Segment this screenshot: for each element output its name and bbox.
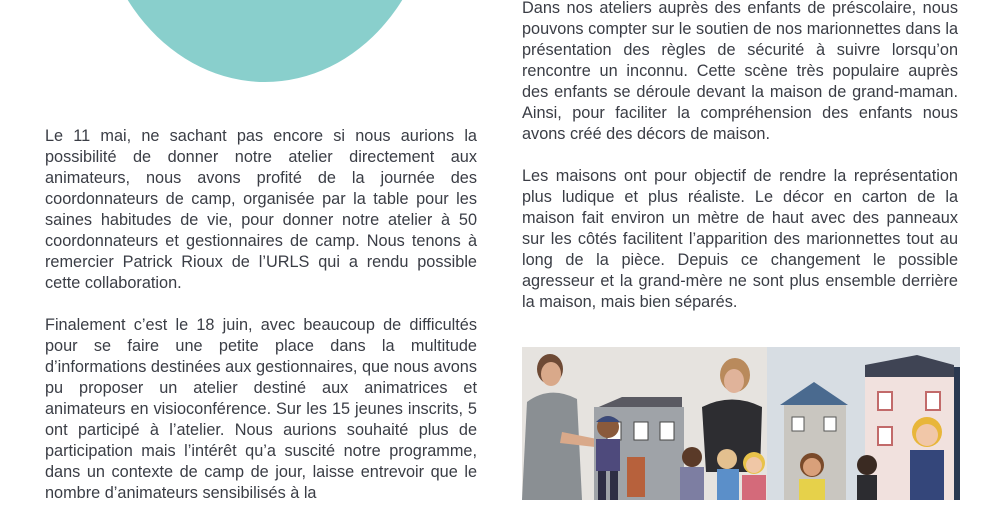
puppet-house-illustration — [522, 347, 960, 500]
left-paragraph-1: Le 11 mai, ne sachant pas encore si nous aurions la possibilité de donner notre atelier directement aux animateurs, nous avons profité de la journée des coordonnateurs de camp, organisée par la table pour les saines habitudes de vie, pour donner notre atelier à 50 coordonnateurs et gestionnaires de camp. Nous tenons à remercier Patrick Rioux de l’URLS qui a rendu possible cette collaboration. — [45, 127, 477, 292]
puppet-house-photo — [522, 347, 960, 500]
left-text-column — [45, 126, 477, 525]
right-text-column — [522, 0, 958, 334]
right-paragraph-2: Les maisons ont pour objectif de rendre la représentation plus ludique et plus réaliste. Le décor en carton de la maison fait environ un mètre de haut avec des panneaux sur les côtés facilitent l’apparition des marionnettes tout au long de la pièce. Depuis ce changement le possible agresseur et la grand-mère ne sont plus ensemble derrière la maison, mais bien séparés. — [522, 167, 958, 311]
left-paragraph-2: Finalement c’est le 18 juin, avec beaucoup de difficultés pour se faire une petite place dans la multitude d’informations destinées aux gestionnaires, que nous avons pu proposer un atelier destiné aux animatrices et animateurs en visioconférence. Sur les 15 jeunes inscrits, 5 ont participé à l’atelier. Nous aurions souhaité plus de participation mais l’intérêt qu’a suscité notre programme, dans un contexte de camp de jour, laisse entrevoir que le nombre d’animateurs sensibilisés à la — [45, 316, 477, 502]
right-paragraph-1: Dans nos ateliers auprès des enfants de préscolaire, nous pouvons compter sur le soutien de nos marionnettes dans la présentation des règles de sécurité à suivre lorsqu’on rencontre un inconnu. Cette scène très populaire auprès des enfants se déroule devant la maison de grand-maman. Ainsi, pour faciliter la compréhension des enfants nous avons créé des décors de maison. — [522, 0, 958, 143]
puppet-group-figure — [680, 447, 766, 500]
decorative-teal-circle — [95, 0, 435, 82]
